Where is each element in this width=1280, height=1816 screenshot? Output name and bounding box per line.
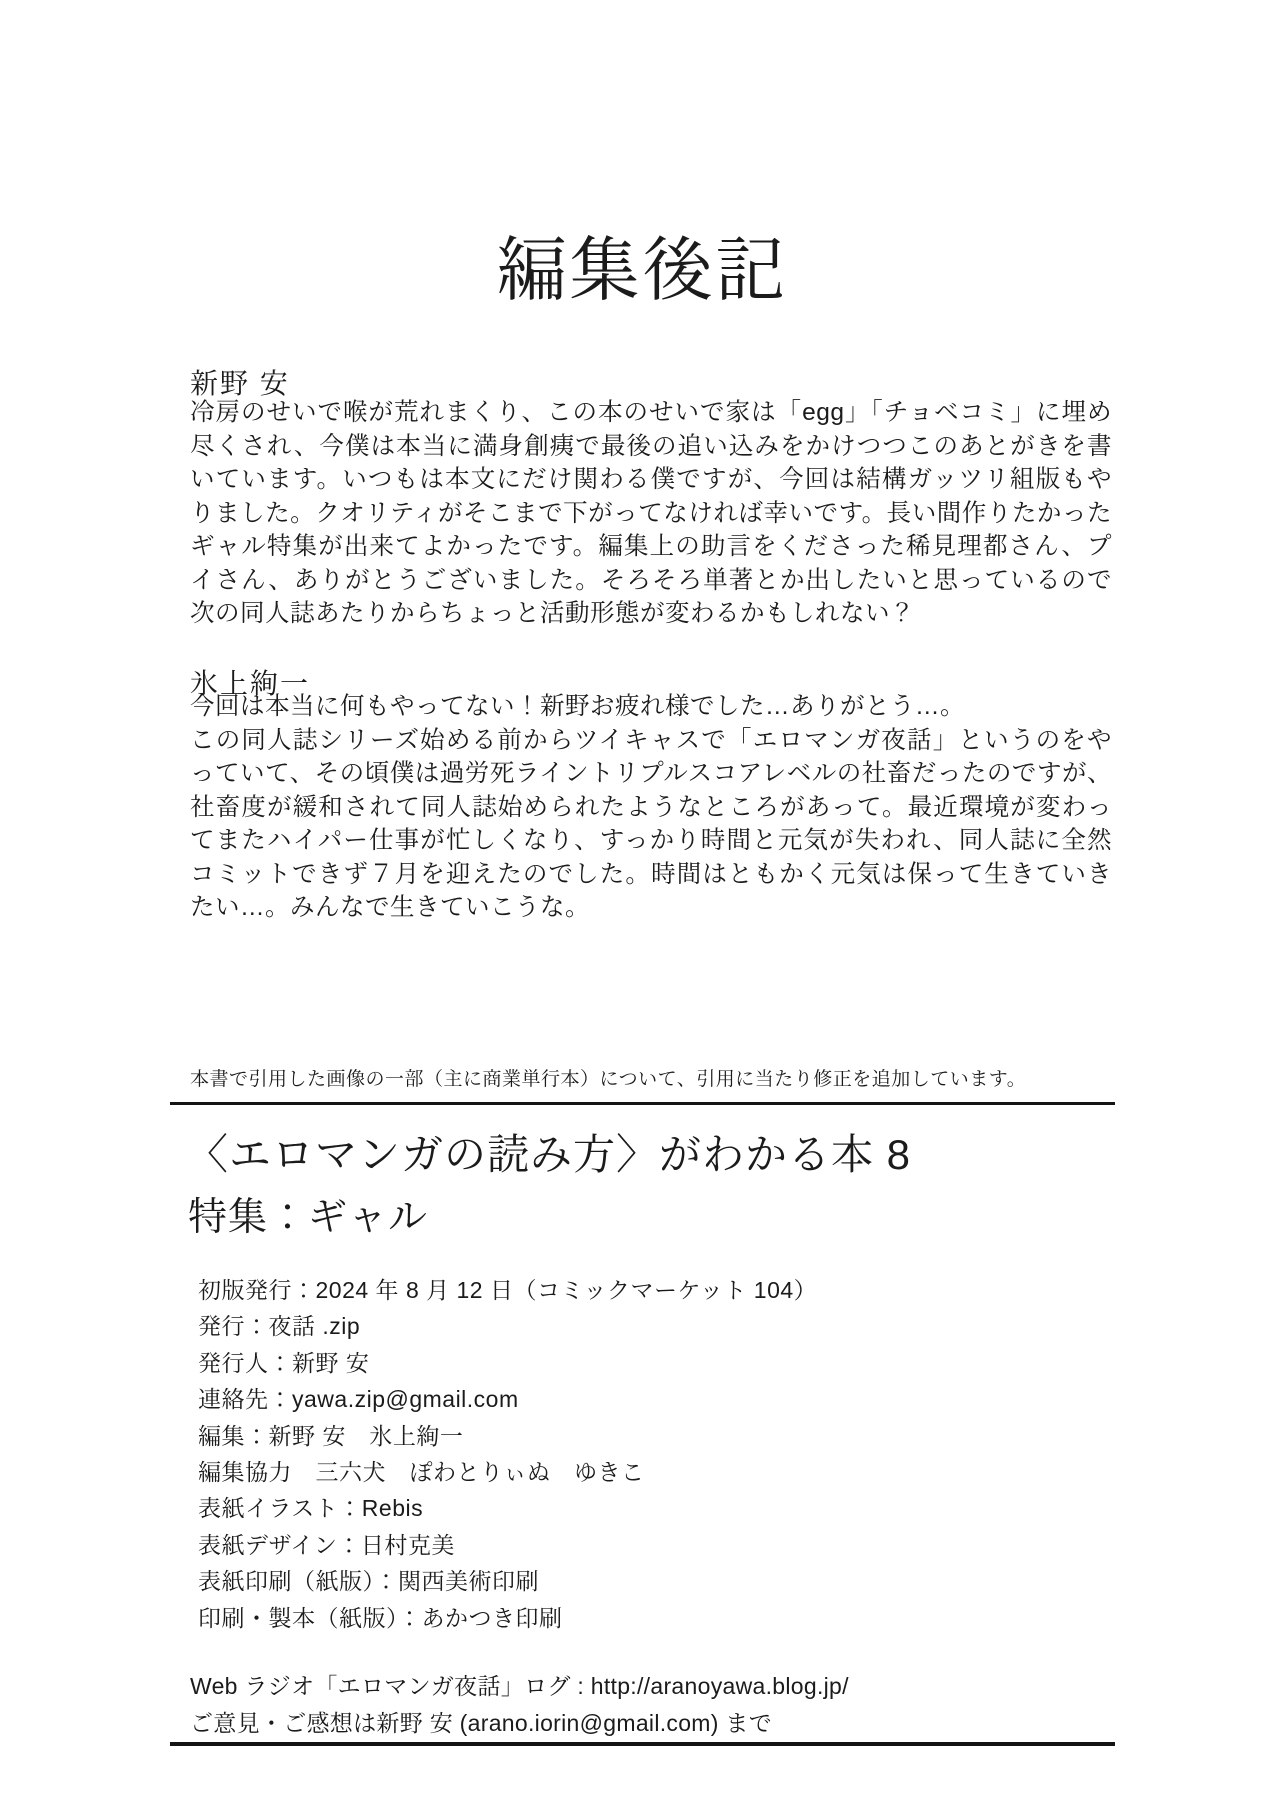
author-heading-hikami: 氷上絢一 [190, 668, 311, 700]
citation-note: 本書で引用した画像の一部（主に商業単行本）について、引用に当たり修正を追加しています。 [190, 1069, 1027, 1090]
page-title: 編集後記 [496, 230, 789, 309]
colophon-line-contact: 連絡先：yawa.zip@gmail.com [198, 1386, 519, 1413]
author-heading-arano: 新野 安 [190, 368, 290, 400]
web-radio-log-line: Web ラジオ「エロマンガ夜話」ログ : http://aranoyawa.blog.jp/ [190, 1673, 849, 1699]
section-divider [170, 1102, 1115, 1105]
afterword-paragraph: この同人誌シリーズ始める前からツイキャスで「エロマンガ夜話」というのをやっていて、その頃僕は過労死ライントリプルスコアレベルの社畜だったのですが、社畜度が緩和されて同人誌始められたようなところがあって。最近環境が変わってまたハイパー仕事が忙しくなり、すっかり時間と元気が失われ、同人誌に全然コミットできず７月を迎えたのでした。時間はともかく元気は保って生きていきたい…。みんなで生きていこうな。 [190, 726, 1112, 921]
colophon-line-printing-binding: 印刷・製本（紙版）：あかつき印刷 [198, 1604, 563, 1631]
book-subtitle: 特集：ギャル [188, 1196, 429, 1239]
bottom-divider [170, 1742, 1115, 1746]
colophon-line-editors: 編集：新野 安 氷上絢一 [198, 1422, 464, 1449]
afterword-paragraph: 今回は本当に何もやってない！新野お疲れ様でした…ありがとう…。 [190, 693, 965, 720]
colophon-line-cover-design: 表紙デザイン：日村克美 [198, 1531, 455, 1558]
afterword-text-hikami [190, 690, 1112, 925]
colophon-line-first-edition: 初版発行：2024 年 8 月 12 日（コミックマーケット 104） [198, 1277, 818, 1303]
colophon-details [198, 1272, 817, 1636]
web-contact-block [190, 1668, 849, 1742]
afterword-paragraph: 冷房のせいで喉が荒れまくり、この本のせいで家は「egg」「チョベコミ」に埋め尽くされ、今僕は本当に満身創痍で最後の追い込みをかけつつこのあとがきを書いています。いつもは本文にだけ関わる僕ですが、今回は結構ガッツリ組版もやりました。クオリティがそこまで下がってなければ幸いです。長い間作りたかったギャル特集が出来てよかったです。編集上の助言をくださった稀見理都さん、プイさん、ありがとうございました。そろそろ単著とか出したいと思っているので次の同人誌あたりからちょっと活動形態が変わるかもしれない？ [190, 399, 1112, 627]
colophon-line-publisher-person: 発行人：新野 安 [198, 1349, 370, 1376]
colophon-line-cover-illustration: 表紙イラスト：Rebis [198, 1495, 424, 1522]
colophon-line-editing-cooperation: 編集協力 三六犬 ぽわとりぃぬ ゆきこ [198, 1459, 645, 1486]
afterword-text-arano [190, 396, 1112, 631]
colophon-line-cover-printing: 表紙印刷（紙版）：関西美術印刷 [198, 1568, 539, 1595]
book-title: 〈エロマンガの読み方〉がわかる本 8 [186, 1131, 912, 1178]
colophon-line-publisher: 発行：夜話 .zip [198, 1313, 361, 1340]
feedback-contact-line: ご意見・ご感想は新野 安 (arano.iorin@gmail.com) まで [190, 1710, 773, 1736]
